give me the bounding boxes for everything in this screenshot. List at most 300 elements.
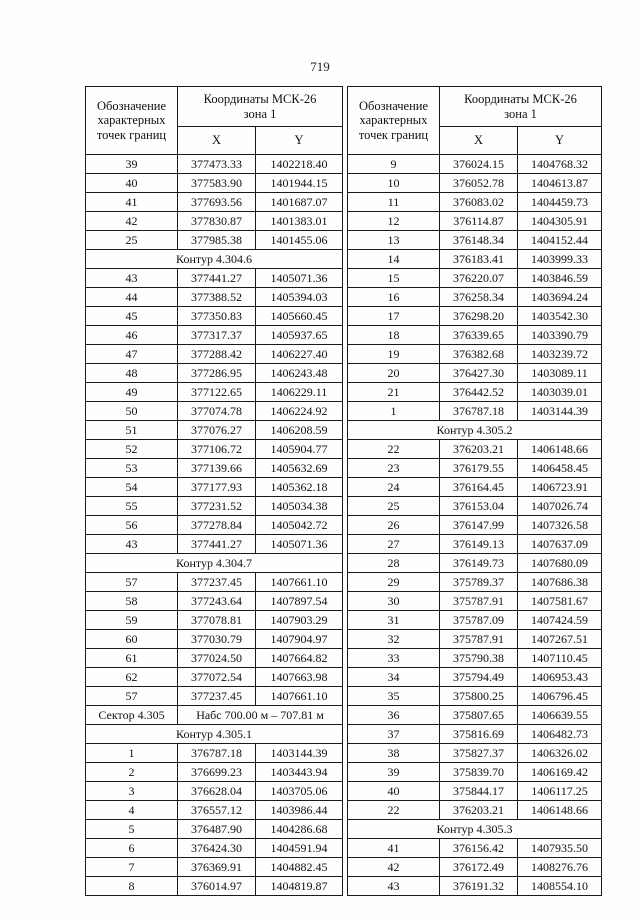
- y-coordinate: 1407664.82: [256, 649, 343, 668]
- y-coordinate: 1406326.02: [518, 744, 602, 763]
- y-coordinate: 1404882.45: [256, 858, 343, 877]
- table-row: [86, 326, 343, 345]
- designation-header: [348, 87, 440, 155]
- x-coordinate: 377076.27: [178, 421, 256, 440]
- y-coordinate: 1404286.68: [256, 820, 343, 839]
- table-row: [348, 877, 602, 896]
- y-coordinate: 1407110.45: [518, 649, 602, 668]
- x-coordinate: 375839.70: [440, 763, 518, 782]
- point-id: 53: [86, 459, 178, 478]
- y-coordinate: 1408276.76: [518, 858, 602, 877]
- table-row: [86, 440, 343, 459]
- point-id: 17: [348, 307, 440, 326]
- x-coordinate: 377139.66: [178, 459, 256, 478]
- y-coordinate: 1407026.74: [518, 497, 602, 516]
- designation-header-line: Обозначение: [358, 98, 429, 113]
- table-row: [348, 630, 602, 649]
- x-coordinate: 376172.49: [440, 858, 518, 877]
- y-coordinate: 1403039.01: [518, 383, 602, 402]
- point-id: 33: [348, 649, 440, 668]
- point-id: 25: [348, 497, 440, 516]
- x-coordinate: 375787.91: [440, 630, 518, 649]
- table-row: [348, 801, 602, 820]
- table-row: [348, 763, 602, 782]
- x-coordinate: 376203.21: [440, 801, 518, 820]
- designation-header: [86, 87, 178, 155]
- x-coordinate: 375787.91: [440, 592, 518, 611]
- point-id: 22: [348, 801, 440, 820]
- y-coordinate: 1407661.10: [256, 573, 343, 592]
- table-row: [348, 516, 602, 535]
- coordinates-table-left: [85, 86, 343, 896]
- table-row: [86, 421, 343, 440]
- y-coordinate: 1406148.66: [518, 440, 602, 459]
- y-coordinate: 1407680.09: [518, 554, 602, 573]
- point-id: 51: [86, 421, 178, 440]
- table-row: [348, 497, 602, 516]
- x-coordinate: 376024.15: [440, 155, 518, 174]
- x-coordinate: 377388.52: [178, 288, 256, 307]
- point-id: 20: [348, 364, 440, 383]
- point-id: 27: [348, 535, 440, 554]
- table-row: [348, 193, 602, 212]
- point-id: 30: [348, 592, 440, 611]
- point-id: 39: [86, 155, 178, 174]
- y-coordinate: 1405042.72: [256, 516, 343, 535]
- x-coordinate: 376487.90: [178, 820, 256, 839]
- point-id: 23: [348, 459, 440, 478]
- table-row: [348, 839, 602, 858]
- contour-row: [86, 250, 343, 269]
- contour-row: [348, 820, 602, 839]
- y-coordinate: 1405937.65: [256, 326, 343, 345]
- point-id: 36: [348, 706, 440, 725]
- coord-system-header-line: Координаты МСК-26: [203, 92, 317, 107]
- contour-label: Контур 4.305.1: [86, 725, 343, 744]
- x-coordinate: 376156.42: [440, 839, 518, 858]
- table-row: [86, 801, 343, 820]
- table-row: [348, 611, 602, 630]
- x-coordinate: 377350.83: [178, 307, 256, 326]
- table-row: [348, 364, 602, 383]
- coord-system-header: [178, 87, 343, 127]
- x-coordinate: 377830.87: [178, 212, 256, 231]
- x-column-header: X: [440, 127, 518, 155]
- x-coordinate: 376424.30: [178, 839, 256, 858]
- table-row: [348, 231, 602, 250]
- table-row: [348, 440, 602, 459]
- x-coordinate: 377237.45: [178, 687, 256, 706]
- y-coordinate: 1405362.18: [256, 478, 343, 497]
- table-row: [348, 782, 602, 801]
- table-row: [348, 155, 602, 174]
- y-coordinate: 1406148.66: [518, 801, 602, 820]
- table-row: [86, 459, 343, 478]
- table-row: [86, 478, 343, 497]
- y-coordinate: 1407661.10: [256, 687, 343, 706]
- y-coordinate: 1406117.25: [518, 782, 602, 801]
- table-row: [348, 326, 602, 345]
- table-row: [86, 820, 343, 839]
- table-row: [348, 668, 602, 687]
- y-coordinate: 1405660.45: [256, 307, 343, 326]
- x-coordinate: 375816.69: [440, 725, 518, 744]
- table-row: [348, 725, 602, 744]
- coord-system-header: [440, 87, 602, 127]
- x-coordinate: 377985.38: [178, 231, 256, 250]
- y-coordinate: 1406208.59: [256, 421, 343, 440]
- table-row: [348, 592, 602, 611]
- point-id: 29: [348, 573, 440, 592]
- y-coordinate: 1404768.32: [518, 155, 602, 174]
- y-coordinate: 1405632.69: [256, 459, 343, 478]
- x-coordinate: 376298.20: [440, 307, 518, 326]
- table-row: [86, 858, 343, 877]
- x-coordinate: 376220.07: [440, 269, 518, 288]
- x-coordinate: 376339.65: [440, 326, 518, 345]
- x-coordinate: 375794.49: [440, 668, 518, 687]
- y-coordinate: 1405071.36: [256, 269, 343, 288]
- sector-label: Сектор 4.305: [86, 706, 178, 725]
- x-coordinate: 375789.37: [440, 573, 518, 592]
- point-id: 2: [86, 763, 178, 782]
- y-coordinate: 1406723.91: [518, 478, 602, 497]
- y-coordinate: 1403443.94: [256, 763, 343, 782]
- y-coordinate: 1401383.01: [256, 212, 343, 231]
- y-coordinate: 1407935.50: [518, 839, 602, 858]
- y-coordinate: 1406243.48: [256, 364, 343, 383]
- y-column-header: Y: [518, 127, 602, 155]
- point-id: 34: [348, 668, 440, 687]
- point-id: 42: [348, 858, 440, 877]
- table-row: [86, 649, 343, 668]
- contour-label: Контур 4.305.3: [348, 820, 602, 839]
- x-coordinate: 377288.42: [178, 345, 256, 364]
- point-id: 21: [348, 383, 440, 402]
- y-coordinate: 1407637.09: [518, 535, 602, 554]
- y-coordinate: 1403705.06: [256, 782, 343, 801]
- x-coordinate: 377583.90: [178, 174, 256, 193]
- y-coordinate: 1403846.59: [518, 269, 602, 288]
- point-id: 56: [86, 516, 178, 535]
- point-id: 32: [348, 630, 440, 649]
- point-id: 59: [86, 611, 178, 630]
- contour-row: [86, 725, 343, 744]
- y-coordinate: 1407686.38: [518, 573, 602, 592]
- x-coordinate: 376787.18: [178, 744, 256, 763]
- y-coordinate: 1406227.40: [256, 345, 343, 364]
- point-id: 43: [348, 877, 440, 896]
- point-id: 38: [348, 744, 440, 763]
- y-coordinate: 1404613.87: [518, 174, 602, 193]
- point-id: 10: [348, 174, 440, 193]
- point-id: 1: [86, 744, 178, 763]
- table-row: [86, 345, 343, 364]
- table-row: [86, 269, 343, 288]
- table-row: [348, 573, 602, 592]
- y-coordinate: 1406458.45: [518, 459, 602, 478]
- point-id: 12: [348, 212, 440, 231]
- x-coordinate: 376258.34: [440, 288, 518, 307]
- table-row: [86, 193, 343, 212]
- x-coordinate: 377074.78: [178, 402, 256, 421]
- point-id: 22: [348, 440, 440, 459]
- table-row: [86, 877, 343, 896]
- point-id: 6: [86, 839, 178, 858]
- x-coordinate: 375800.25: [440, 687, 518, 706]
- point-id: 55: [86, 497, 178, 516]
- x-coordinate: 375807.65: [440, 706, 518, 725]
- x-coordinate: 377693.56: [178, 193, 256, 212]
- x-coordinate: 375827.37: [440, 744, 518, 763]
- table-row: [86, 402, 343, 421]
- y-coordinate: 1405071.36: [256, 535, 343, 554]
- x-coordinate: 376787.18: [440, 402, 518, 421]
- y-coordinate: 1404819.87: [256, 877, 343, 896]
- point-id: 42: [86, 212, 178, 231]
- table-row: [86, 288, 343, 307]
- x-coordinate: 377441.27: [178, 535, 256, 554]
- y-coordinate: 1404459.73: [518, 193, 602, 212]
- designation-header-line: характерных: [97, 113, 166, 128]
- y-coordinate: 1407267.51: [518, 630, 602, 649]
- table-row: [86, 630, 343, 649]
- y-coordinate: 1407663.98: [256, 668, 343, 687]
- point-id: 11: [348, 193, 440, 212]
- x-column-header: X: [178, 127, 256, 155]
- point-id: 44: [86, 288, 178, 307]
- x-coordinate: 377177.93: [178, 478, 256, 497]
- point-id: 58: [86, 592, 178, 611]
- table-row: [348, 649, 602, 668]
- x-coordinate: 376164.45: [440, 478, 518, 497]
- y-coordinate: 1402218.40: [256, 155, 343, 174]
- x-coordinate: 376382.68: [440, 345, 518, 364]
- point-id: 14: [348, 250, 440, 269]
- table-row: [348, 383, 602, 402]
- y-coordinate: 1407326.58: [518, 516, 602, 535]
- x-coordinate: 376147.99: [440, 516, 518, 535]
- point-id: 61: [86, 649, 178, 668]
- table-row: [348, 744, 602, 763]
- y-coordinate: 1403089.11: [518, 364, 602, 383]
- table-row: [86, 744, 343, 763]
- x-coordinate: 377278.84: [178, 516, 256, 535]
- point-id: 24: [348, 478, 440, 497]
- x-coordinate: 376149.13: [440, 535, 518, 554]
- table-row: [86, 573, 343, 592]
- x-coordinate: 377473.33: [178, 155, 256, 174]
- point-id: 54: [86, 478, 178, 497]
- point-id: 9: [348, 155, 440, 174]
- point-id: 15: [348, 269, 440, 288]
- table-row: [348, 858, 602, 877]
- x-coordinate: 376203.21: [440, 440, 518, 459]
- x-coordinate: 376149.73: [440, 554, 518, 573]
- point-id: 28: [348, 554, 440, 573]
- point-id: 4: [86, 801, 178, 820]
- point-id: 25: [86, 231, 178, 250]
- table-row: [86, 516, 343, 535]
- point-id: 40: [348, 782, 440, 801]
- y-coordinate: 1403144.39: [518, 402, 602, 421]
- point-id: 57: [86, 573, 178, 592]
- table-row: [86, 668, 343, 687]
- point-id: 46: [86, 326, 178, 345]
- x-coordinate: 376557.12: [178, 801, 256, 820]
- y-coordinate: 1407897.54: [256, 592, 343, 611]
- y-coordinate: 1406796.45: [518, 687, 602, 706]
- table-row: [86, 592, 343, 611]
- x-coordinate: 377030.79: [178, 630, 256, 649]
- table-row: [348, 706, 602, 725]
- x-coordinate: 376052.78: [440, 174, 518, 193]
- y-coordinate: 1406169.42: [518, 763, 602, 782]
- point-id: 5: [86, 820, 178, 839]
- table-row: [348, 345, 602, 364]
- x-coordinate: 377078.81: [178, 611, 256, 630]
- coord-system-header-line: зона 1: [504, 106, 537, 121]
- designation-header-line: точек границ: [358, 127, 429, 142]
- x-coordinate: 376179.55: [440, 459, 518, 478]
- x-coordinate: 377106.72: [178, 440, 256, 459]
- table-row: [348, 288, 602, 307]
- table-row: [348, 307, 602, 326]
- page-number: 719: [310, 59, 330, 74]
- y-coordinate: 1403542.30: [518, 307, 602, 326]
- y-coordinate: 1401944.15: [256, 174, 343, 193]
- y-coordinate: 1406224.92: [256, 402, 343, 421]
- point-id: 48: [86, 364, 178, 383]
- point-id: 31: [348, 611, 440, 630]
- point-id: 60: [86, 630, 178, 649]
- table-row: [86, 535, 343, 554]
- point-id: 39: [348, 763, 440, 782]
- table-row: [86, 174, 343, 193]
- point-id: 18: [348, 326, 440, 345]
- x-coordinate: 375790.38: [440, 649, 518, 668]
- point-id: 50: [86, 402, 178, 421]
- x-coordinate: 375844.17: [440, 782, 518, 801]
- designation-header-line: Обозначение: [96, 98, 167, 113]
- contour-label: Контур 4.305.2: [348, 421, 602, 440]
- point-id: 57: [86, 687, 178, 706]
- x-coordinate: 376114.87: [440, 212, 518, 231]
- sector-row: [86, 706, 343, 725]
- point-id: 43: [86, 535, 178, 554]
- x-coordinate: 376628.04: [178, 782, 256, 801]
- x-coordinate: 375787.09: [440, 611, 518, 630]
- y-coordinate: 1407424.59: [518, 611, 602, 630]
- y-column-header: Y: [256, 127, 343, 155]
- point-id: 45: [86, 307, 178, 326]
- coord-system-header-line: Координаты МСК-26: [464, 92, 577, 107]
- point-id: 47: [86, 345, 178, 364]
- table-row: [348, 250, 602, 269]
- x-coordinate: 376699.23: [178, 763, 256, 782]
- point-id: 16: [348, 288, 440, 307]
- point-id: 7: [86, 858, 178, 877]
- point-id: 43: [86, 269, 178, 288]
- y-coordinate: 1406482.73: [518, 725, 602, 744]
- table-row: [348, 174, 602, 193]
- table-row: [348, 554, 602, 573]
- y-coordinate: 1403694.24: [518, 288, 602, 307]
- y-coordinate: 1404305.91: [518, 212, 602, 231]
- point-id: 40: [86, 174, 178, 193]
- y-coordinate: 1405904.77: [256, 440, 343, 459]
- y-coordinate: 1407903.29: [256, 611, 343, 630]
- table-row: [86, 212, 343, 231]
- point-id: 13: [348, 231, 440, 250]
- table-row: [86, 611, 343, 630]
- table-row: [348, 535, 602, 554]
- table-row: [348, 687, 602, 706]
- point-id: 37: [348, 725, 440, 744]
- table-row: [86, 307, 343, 326]
- point-id: 35: [348, 687, 440, 706]
- table-row: [86, 155, 343, 174]
- point-id: 26: [348, 516, 440, 535]
- y-coordinate: 1404591.94: [256, 839, 343, 858]
- y-coordinate: 1405394.03: [256, 288, 343, 307]
- point-id: 41: [348, 839, 440, 858]
- y-coordinate: 1404152.44: [518, 231, 602, 250]
- point-id: 1: [348, 402, 440, 421]
- y-coordinate: 1405034.38: [256, 497, 343, 516]
- contour-label: Контур 4.304.7: [86, 554, 343, 573]
- point-id: 62: [86, 668, 178, 687]
- table-row: [86, 231, 343, 250]
- designation-header-line: характерных: [359, 113, 428, 128]
- coord-system-header-line: зона 1: [243, 106, 277, 121]
- contour-row: [86, 554, 343, 573]
- y-coordinate: 1403144.39: [256, 744, 343, 763]
- x-coordinate: 377243.64: [178, 592, 256, 611]
- sector-value: Набс 700.00 м – 707.81 м: [178, 706, 343, 725]
- point-id: 8: [86, 877, 178, 896]
- x-coordinate: 376442.52: [440, 383, 518, 402]
- table-row: [348, 269, 602, 288]
- x-coordinate: 377237.45: [178, 573, 256, 592]
- point-id: 19: [348, 345, 440, 364]
- y-coordinate: 1403239.72: [518, 345, 602, 364]
- table-row: [86, 383, 343, 402]
- y-coordinate: 1403390.79: [518, 326, 602, 345]
- x-coordinate: 377072.54: [178, 668, 256, 687]
- y-coordinate: 1407581.67: [518, 592, 602, 611]
- y-coordinate: 1401687.07: [256, 193, 343, 212]
- point-id: 49: [86, 383, 178, 402]
- point-id: 41: [86, 193, 178, 212]
- x-coordinate: 376191.32: [440, 877, 518, 896]
- table-row: [348, 478, 602, 497]
- x-coordinate: 376148.34: [440, 231, 518, 250]
- x-coordinate: 377441.27: [178, 269, 256, 288]
- table-row: [86, 839, 343, 858]
- point-id: 52: [86, 440, 178, 459]
- point-id: 3: [86, 782, 178, 801]
- table-row: [348, 459, 602, 478]
- table-row: [86, 364, 343, 383]
- y-coordinate: 1407904.97: [256, 630, 343, 649]
- contour-label: Контур 4.304.6: [86, 250, 343, 269]
- y-coordinate: 1408554.10: [518, 877, 602, 896]
- table-row: [86, 782, 343, 801]
- x-coordinate: 377317.37: [178, 326, 256, 345]
- x-coordinate: 376083.02: [440, 193, 518, 212]
- table-row: [348, 402, 602, 421]
